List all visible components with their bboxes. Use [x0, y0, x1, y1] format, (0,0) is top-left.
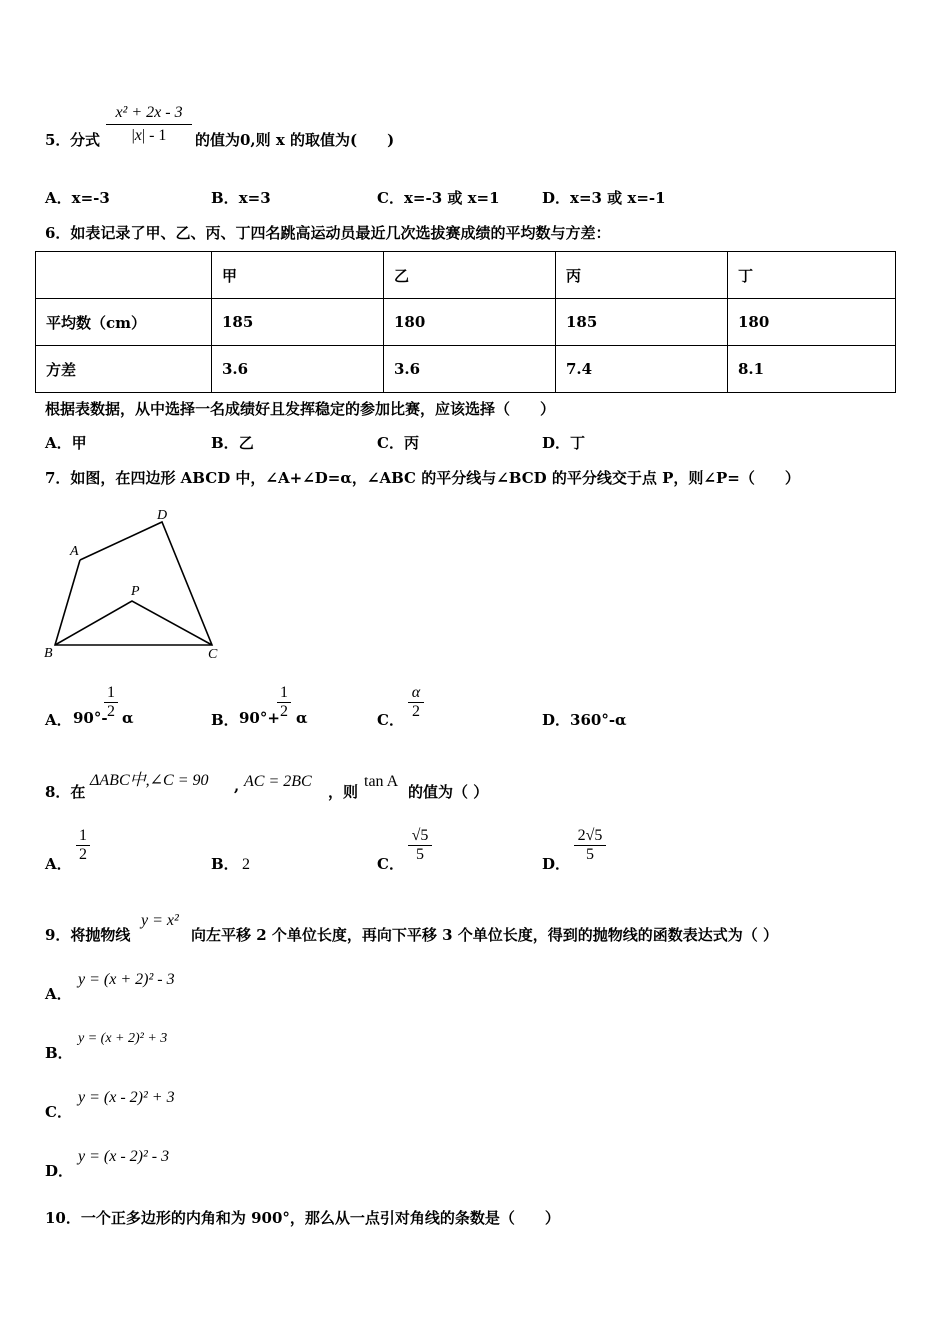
table-cell: 3.6 — [384, 346, 556, 393]
q5-option-a: A．x=-3 — [45, 189, 110, 207]
q9-option-b-label: B． — [45, 1044, 73, 1062]
q9-function: y = x² — [141, 912, 179, 929]
table-cell: 甲 — [212, 252, 384, 299]
q6-option-b: B．乙 — [211, 434, 254, 452]
q8-option-c-fraction: $\frac{√5}{5}$ — [408, 827, 432, 864]
q8-suffix: 的值为（ ） — [408, 783, 489, 801]
q7-stem: 7．如图，在四边形 ABCD 中，∠A+∠D=α，∠ABC 的平分线与∠BCD 的平分线交于点 P，则∠P=（ ） — [45, 469, 800, 487]
q8-option-b-label: B． — [211, 855, 239, 873]
label-d: D — [157, 508, 168, 523]
q5-den-rest: - 1 — [145, 127, 167, 144]
q9-option-d-expr: y = (x - 2)² - 3 — [78, 1148, 170, 1165]
table-cell: 180 — [728, 299, 896, 346]
q6-option-c: C．丙 — [377, 434, 419, 452]
q6-option-d: D．丁 — [542, 434, 586, 452]
q5-suffix: 的值为0,则 x 的取值为( ) — [195, 131, 395, 149]
q7-option-b-pre: 90°+ — [239, 709, 280, 727]
q8-comma: , — [234, 777, 240, 795]
table-cell: 平均数（cm） — [36, 299, 212, 346]
table-row — [36, 346, 896, 393]
q9-option-c-label: C． — [45, 1103, 72, 1121]
q5-frac-denominator: |x| - 1 — [131, 127, 167, 144]
q8-condition-1: ΔABC中,∠C = 90 — [90, 772, 209, 789]
label-b: B — [44, 646, 53, 661]
q8-option-d-fraction: $\frac{2√5}{5}$ — [574, 827, 606, 864]
q7-option-c-fraction: $\frac{\alpha}{2}$ — [408, 684, 424, 721]
table-cell: 3.6 — [212, 346, 384, 393]
q6-table — [35, 251, 896, 393]
q9-option-d-label: D． — [45, 1162, 74, 1180]
q9-option-a-expr: y = (x + 2)² - 3 — [78, 971, 175, 988]
q9-option-b-expr: y = (x + 2)² + 3 — [78, 1031, 168, 1046]
table-cell: 丁 — [728, 252, 896, 299]
q7-option-a-pre: 90°- — [73, 709, 108, 727]
label-a: A — [70, 544, 79, 559]
q6-after-text: 根据表数据，从中选择一名成绩好且发挥稳定的参加比赛，应该选择（ ） — [45, 400, 556, 418]
q6-stem: 6．如表记录了甲、乙、丙、丁四名跳高运动员最近几次选拔赛成绩的平均数与方差： — [45, 224, 611, 242]
table-row — [36, 299, 896, 346]
label-p: P — [131, 584, 140, 599]
table-cell: 7.4 — [556, 346, 728, 393]
table-cell: 185 — [556, 299, 728, 346]
q8-option-a-label: A． — [45, 855, 72, 873]
q9-number: 9．将抛物线 — [45, 926, 131, 944]
q7-option-a-label: A． — [45, 711, 72, 729]
q5-option-c: C．x=-3 或 x=1 — [377, 189, 500, 207]
q7-option-a-fraction: $\frac{1}{2}$ — [104, 684, 118, 721]
q5-option-d: D．x=3 或 x=-1 — [542, 189, 666, 207]
table-cell: 185 — [212, 299, 384, 346]
q9-suffix: 向左平移 2 个单位长度，再向下平移 3 个单位长度，得到的抛物线的函数表达式为（ ） — [191, 926, 778, 944]
q8-mid: ，则 — [328, 783, 359, 801]
q5-prefix: 分式 — [70, 131, 101, 149]
q8-number: 8．在 — [45, 783, 86, 801]
q5-number: 5． — [45, 131, 71, 149]
q5-option-b: B．x=3 — [211, 189, 271, 207]
q9-option-c-expr: y = (x - 2)² + 3 — [78, 1089, 175, 1106]
table-cell — [36, 252, 212, 299]
q7-option-a-post: α — [122, 709, 134, 727]
table-cell: 180 — [384, 299, 556, 346]
table-cell: 乙 — [384, 252, 556, 299]
q8-tan-a: tan A — [364, 773, 399, 790]
q7-option-b-label: B． — [211, 711, 239, 729]
q7-option-c-label: C． — [377, 711, 404, 729]
q7-option-b-post: α — [296, 709, 308, 727]
table-cell: 丙 — [556, 252, 728, 299]
q5-abs-var: x — [134, 127, 142, 144]
q5-frac-numerator: x² + 2x - 3 — [106, 104, 192, 125]
q5-fraction — [106, 104, 192, 145]
q8-condition-2: AC = 2BC — [244, 773, 312, 790]
bisector-lines — [55, 601, 212, 645]
q9-option-a-label: A． — [45, 985, 72, 1003]
table-header-row — [36, 252, 896, 299]
q8-option-c-label: C． — [377, 855, 404, 873]
q8-option-d-label: D． — [542, 855, 571, 873]
q7-option-d: D．360°-α — [542, 711, 627, 729]
q8-option-b-value: 2 — [242, 856, 250, 873]
table-cell: 方差 — [36, 346, 212, 393]
q7-quadrilateral-figure — [40, 500, 240, 670]
q8-option-a-fraction: $\frac{1}{2}$ — [76, 827, 90, 864]
q7-option-b-fraction: $\frac{1}{2}$ — [277, 684, 291, 721]
label-c: C — [208, 647, 218, 662]
table-cell: 8.1 — [728, 346, 896, 393]
q6-option-a: A．甲 — [45, 434, 87, 452]
q10-stem: 10．一个正多边形的内角和为 900°，那么从一点引对角线的条数是（ ） — [45, 1209, 560, 1227]
